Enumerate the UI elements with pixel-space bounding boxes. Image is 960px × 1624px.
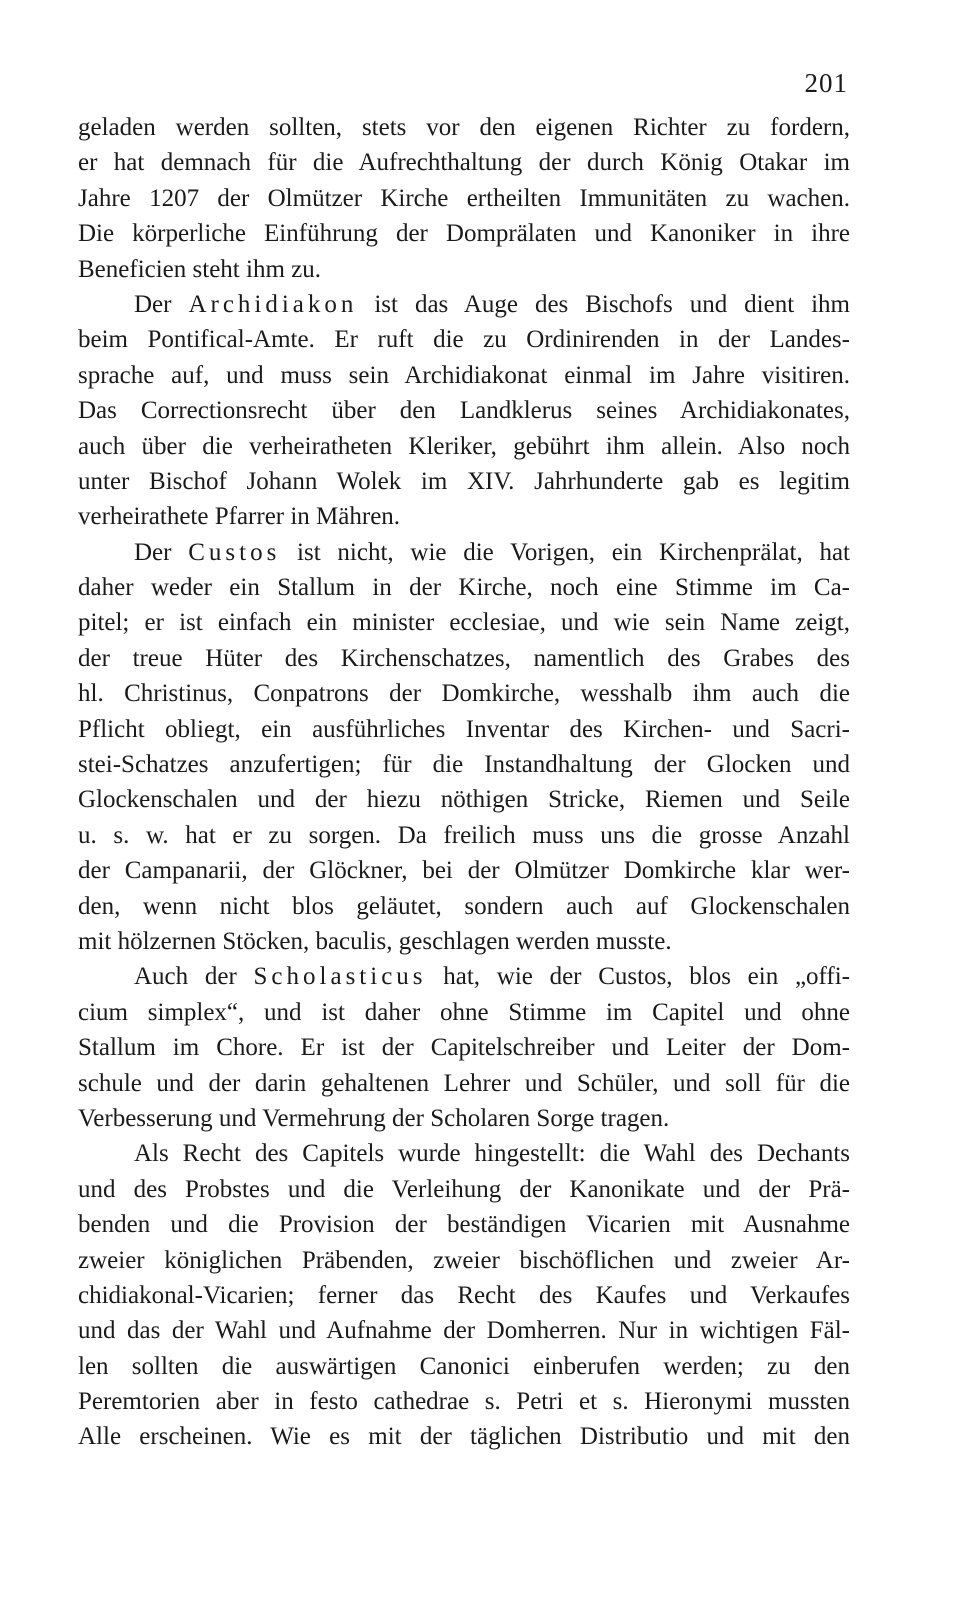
- text-line: er hat demnach für die Aufrechthaltung der durch König Otakar im: [78, 149, 850, 177]
- text-line: unter Bischof Johann Wolek im XIV. Jahrhunderte gab es legitim: [78, 467, 850, 495]
- text-segment: Der: [134, 290, 189, 318]
- text-line: Jahre 1207 der Olmützer Kirche ertheilten Immunitäten zu wachen.: [78, 184, 850, 212]
- text-line: benden und die Provision der beständigen Vicarien mit Ausnahme: [78, 1211, 850, 1239]
- text-line: der Campanarii, der Glöckner, bei der Olmützer Domkirche klar wer-: [78, 857, 850, 885]
- text-line: sprache auf, und muss sein Archidiakonat einmal im Jahre visitiren.: [78, 361, 850, 389]
- paragraph: [78, 110, 850, 287]
- text-segment: ist das Auge des Bischofs und dient ihm: [357, 290, 850, 318]
- spaced-term: Custos: [188, 538, 281, 566]
- text-line: Als Recht des Capitels wurde hingestellt: die Wahl des Dechants: [134, 1140, 850, 1168]
- paragraph: [78, 535, 850, 960]
- spaced-term: Archidiakon: [188, 290, 358, 318]
- text-line: mit hölzernen Stöcken, baculis, geschlagen werden musste.: [78, 927, 672, 955]
- text-line: [78, 959, 850, 994]
- text-line: Pflicht obliegt, ein ausführliches Inventar des Kirchen- und Sacri-: [78, 715, 850, 743]
- text-line: zweier königlichen Präbenden, zweier bischöflichen und zweier Ar-: [78, 1246, 850, 1274]
- text-line: auch über die verheiratheten Kleriker, gebührt ihm allein. Also noch: [78, 432, 850, 460]
- text-line: schule und der darin gehaltenen Lehrer und Schüler, und soll für die: [78, 1069, 850, 1097]
- text-line: den, wenn nicht blos geläutet, sondern auch auf Glockenschalen: [78, 892, 850, 920]
- body-text: [78, 110, 850, 1455]
- text-segment: ist nicht, wie die Vorigen, ein Kirchenprälat, hat: [280, 538, 850, 566]
- text-segment: Der: [134, 538, 189, 566]
- text-segment: hat, wie der Custos, blos ein „offi-: [426, 963, 851, 991]
- text-line: stei-Schatzes anzufertigen; für die Instandhaltung der Glocken und: [78, 751, 850, 779]
- text-line: [78, 535, 850, 570]
- text-line: Alle erscheinen. Wie es mit der täglichen Distributio und mit den: [78, 1423, 850, 1451]
- paragraph: [78, 959, 850, 1136]
- text-line: Stallum im Chore. Er ist der Capitelschreiber und Leiter der Dom-: [78, 1034, 850, 1062]
- paragraph: [78, 1136, 850, 1455]
- text-line: Beneficien steht ihm zu.: [78, 255, 321, 283]
- paragraph: [78, 287, 850, 535]
- text-line: Die körperliche Einführung der Domprälaten und Kanoniker in ihre: [78, 220, 850, 248]
- page-number: 201: [804, 68, 848, 98]
- text-line: chidiakonal-Vicarien; ferner das Recht des Kaufes und Verkaufes: [78, 1281, 850, 1309]
- text-line: cium simplex“, und ist daher ohne Stimme im Capitel und ohne: [78, 998, 850, 1026]
- text-line: und des Probstes und die Verleihung der Kanonikate und der Prä-: [78, 1175, 850, 1203]
- text-line: Glockenschalen und der hiezu nöthigen Stricke, Riemen und Seile: [78, 786, 850, 814]
- text-line: beim Pontifical-Amte. Er ruft die zu Ordinirenden in der Landes-: [78, 326, 850, 354]
- text-line: daher weder ein Stallum in der Kirche, noch eine Stimme im Ca-: [78, 574, 850, 602]
- text-line: Das Correctionsrecht über den Landklerus seines Archidiakonates,: [78, 397, 850, 425]
- text-line: Peremtorien aber in festo cathedrae s. Petri et s. Hieronymi mussten: [78, 1388, 850, 1416]
- text-line: der treue Hüter des Kirchenschatzes, namentlich des Grabes des: [78, 644, 850, 672]
- text-line: len sollten die auswärtigen Canonici einberufen werden; zu den: [78, 1352, 850, 1380]
- text-line: und das der Wahl und Aufnahme der Domherren. Nur in wichtigen Fäl-: [78, 1317, 850, 1345]
- text-line: hl. Christinus, Conpatrons der Domkirche, wesshalb ihm auch die: [78, 680, 850, 708]
- text-segment: Auch der: [134, 963, 254, 991]
- text-line: geladen werden sollten, stets vor den eigenen Richter zu fordern,: [78, 114, 850, 141]
- text-line: pitel; er ist einfach ein minister ecclesiae, und wie sein Name zeigt,: [78, 609, 850, 637]
- text-line: u. s. w. hat er zu sorgen. Da freilich muss uns die grosse Anzahl: [78, 821, 850, 849]
- spaced-term: Scholasticus: [253, 963, 427, 991]
- text-line: verheirathete Pfarrer in Mähren.: [78, 503, 401, 531]
- text-line: [78, 287, 850, 322]
- text-line: Verbesserung und Vermehrung der Scholaren Sorge tragen.: [78, 1104, 670, 1132]
